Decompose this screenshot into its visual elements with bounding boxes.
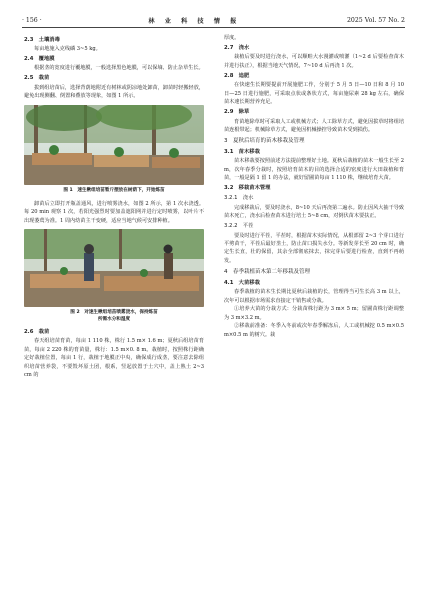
continued-text: 厚度。 bbox=[224, 35, 240, 41]
section-4-heading: 4 春季栽植苗木第二年移栽及管理 bbox=[224, 269, 311, 276]
section-2-6-heading: 2.6 栽苗 bbox=[24, 329, 50, 336]
section-3-heading: 3 夏秋后培育的苗木移栽及管理 bbox=[224, 138, 305, 145]
journal-title: 林 业 科 技 情 报 bbox=[148, 17, 241, 25]
section-2-9-heading: 2.9 除草 bbox=[224, 109, 250, 116]
section-3-1-text: 苗木移栽要按照前述方法提前整理好土地。夏秋后栽植的苗木一般生长至 2 m，次年春季分栽时，按照培育苗木的目的选择合适的密度进行大田栽植和育苗，一般是隔 1 留 1 的办法，就好留圃苗每亩 1 110 株，继续培育大苗。 bbox=[224, 158, 404, 182]
section-2-7-text: 栽植后要及时进行浇水，可以顺畦大水漫灌或喷灌（1~2 d 后要检查苗木并进行扶正），根据当地天气情况，7~10 d 后再浇 1 次。 bbox=[224, 54, 404, 69]
section-4-1-text: 春季栽植的苗木生长期比夏秋后栽植的长，管理得当可生长高 3 m 以上，次年可以根据市场需求直接定干销售或分栽。 bbox=[224, 289, 404, 304]
figure-1-caption: 图 1 速生楸组培苗暂斤摆放在树荫下，开始炼苗 bbox=[63, 187, 165, 193]
running-header bbox=[22, 13, 405, 28]
section-2-3-heading: 2.3 土壤消毒 bbox=[24, 36, 60, 43]
section-4-1-item-2: ②移栽前准备：冬季入冬前或次年春季解冻后，人工或机械挖 0.5 m×0.5 m×0.5 m 的树穴。栽 bbox=[224, 323, 404, 338]
section-2-5-text-2: 卸苗后立即打开瓶盖通风，进行喷雾浇水，如图 2 所示，第 1 次水浇透。每 20 min 观察 1 次，若阳光强烈时要加盖遮阳网并进行定时喷雾，以叶片不出现萎蔫为准。1 周内幼苗主干变硬，适应当地气候可安排种植。 bbox=[24, 200, 204, 224]
figure-2-photo bbox=[24, 229, 204, 307]
section-2-4-heading: 2.4 覆地膜 bbox=[24, 55, 55, 62]
section-2-6-text: 春天组培苗育苗，每亩 1 110 株，株行 1.5 m× 1.6 m；夏秋后组培苗育苗，每亩 2 220 株的育苗量，株行：1.5 m×0. 8 m。栽植时，按照株行距确定好栽植位置，每亩 1 行，栽植于地膜正中央，确保成行成垄，要注意去除组织培苗营养袋，不要毁坏原土团，根系，竖起放置于土穴中，盖上熟土 2~3 cm 的 bbox=[24, 338, 204, 379]
section-2-7-heading: 2.7 浇水 bbox=[224, 44, 250, 51]
page-number: · 156 · bbox=[22, 16, 42, 24]
section-2-4-text: 根据垄的宽度进行覆地膜，一般选择黑色地膜，可以保墒、防止杂草生长。 bbox=[34, 65, 204, 72]
section-3-2-2-heading: 3.2.2 平茬 bbox=[224, 223, 254, 230]
right-column bbox=[224, 34, 404, 339]
section-3-2-2-text: 要及时进行平茬，平茬时，根据苗木实际情况，从根部留 2~3 个芽口进行平剪苗干，平茬后最好垄土，防止苗口损失水分。等新发芽长至 20 cm 时，确定生长直，壮的保留，其余全部彻底抹去，抹完芽后要进行检查，直到不再萌发。 bbox=[224, 232, 404, 264]
watering-seedlings-image bbox=[24, 229, 204, 307]
section-3-2-1-heading: 3.2.1 浇水 bbox=[224, 195, 254, 202]
figure-2-caption-line-1: 图 2 对速生楸组培苗喷雾浇水，保持炼苗 bbox=[70, 310, 158, 316]
section-2-5-heading: 2.5 栽苗 bbox=[24, 75, 50, 82]
section-2-9-text: 育苗地除草时可采取人工或机械方式；人工除草方式，避免因拔草时将组培苗连根带起；机械除草方式，避免因机械操控导致苗木受到损伤。 bbox=[224, 118, 404, 134]
section-2-8-heading: 2.8 追肥 bbox=[224, 72, 250, 79]
section-3-2-1-text: 完成移栽后，要及时浇水，8~10 天后再浇第二遍水。防止因风大抽干导致苗木死亡，浇水后检查苗木进行培土 5~8 cm，对倒伏苗木要扶正。 bbox=[224, 204, 404, 220]
left-column bbox=[24, 34, 204, 380]
section-3-2-heading: 3.2 移栽苗木管理 bbox=[224, 185, 271, 192]
issue-info: 2025 Vol. 57 No. 2 bbox=[347, 16, 405, 24]
figure-2-caption-line-2: 所需水分和湿度 bbox=[97, 317, 131, 323]
seedlings-under-trees-image bbox=[24, 105, 204, 185]
section-2-3-text: 每亩地施入克线磷 3~5 kg。 bbox=[34, 45, 101, 52]
figure-1-photo bbox=[24, 105, 204, 185]
section-3-1-heading: 3.1 苗木移栽 bbox=[224, 148, 260, 155]
section-4-1-item-1: ①培养大苗的分栽方式：分栽苗株行距为 3 m× 5 m；留圃苗株行距调整为 3 m×3.2 m。 bbox=[224, 306, 404, 321]
section-4-1-heading: 4.1 大苗移栽 bbox=[224, 279, 260, 286]
section-2-5-text: 拔到组培苗后，选择背荫地附近有树林或阴凉地处卸苗，卸苗时轻搬轻放，避免出现侧翻、倒置和叠放等现象，如图 1 所示。 bbox=[24, 84, 204, 100]
section-2-8-text: 在快速生长期要提前开展施肥工作，分别于 5 月 5 日—10 日和 8 月 10 日—25 日进行施肥，可采取点状或条状方式，每亩施尿素 28 kg 左右，确保苗木速长期营养充足。 bbox=[224, 82, 404, 106]
